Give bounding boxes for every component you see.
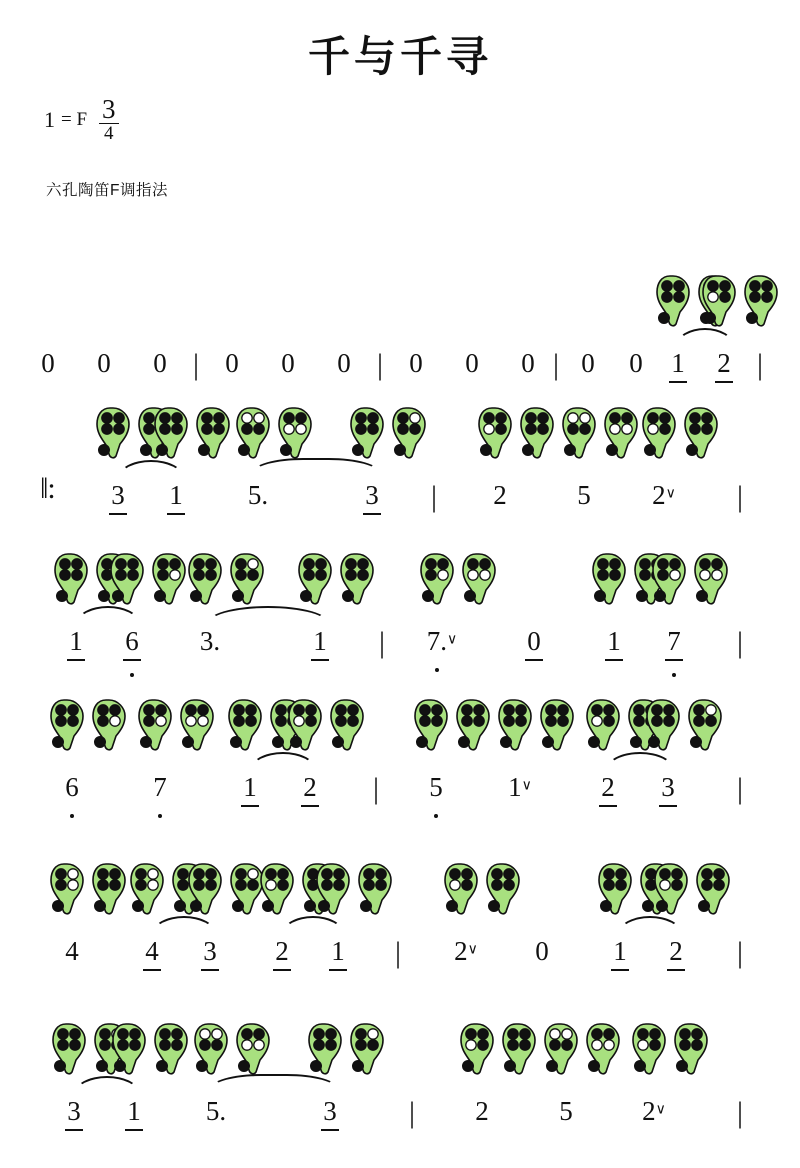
- ocarina-fingering-icon: [444, 860, 492, 922]
- note-cell: [354, 482, 390, 509]
- note-cell: [326, 350, 362, 377]
- note-cell: [214, 350, 250, 377]
- octave-down-dot: [70, 814, 74, 818]
- note-cell: [86, 350, 122, 377]
- ocarina-fingering-icon: [592, 550, 640, 612]
- note-number: 0: [41, 348, 55, 378]
- note-number: 2: [475, 1096, 489, 1126]
- note-cell: [602, 938, 638, 965]
- note-cell: [656, 628, 692, 655]
- note-number: 1: [607, 626, 621, 656]
- note-cell: [58, 628, 94, 655]
- note-cell: [270, 350, 306, 377]
- note-number: 2: [493, 480, 507, 510]
- ocarina-fingering-icon: [194, 1020, 242, 1082]
- note-cell: [320, 938, 356, 965]
- breath-mark: ∨: [665, 486, 676, 502]
- note-number: 1: [508, 772, 522, 802]
- breath-mark: ∨: [655, 1102, 666, 1118]
- note-cell: [636, 1098, 672, 1125]
- ocarina-fingering-icon: [188, 860, 236, 922]
- note-cell: [590, 774, 626, 801]
- ocarina-fingering-icon: [562, 404, 610, 466]
- note-number: 2: [642, 1096, 656, 1126]
- note-number: 1: [127, 1096, 141, 1126]
- page-title: 千与千寻: [307, 33, 492, 80]
- ocarina-fingering-icon: [308, 1020, 356, 1082]
- note-cell: [312, 1098, 348, 1125]
- note-cell: [524, 938, 560, 965]
- ocarina-fingering-icon: [228, 696, 276, 758]
- note-cell: [292, 774, 328, 801]
- note-cell: [30, 350, 66, 377]
- note-number: 7: [153, 774, 167, 801]
- time-signature: [99, 96, 119, 144]
- ocarina-fingering-icon: [420, 550, 468, 612]
- ocarina-fingering-icon: [652, 550, 700, 612]
- ocarina-fingering-icon: [478, 404, 526, 466]
- note-number: 0: [535, 936, 549, 966]
- barline: |: [192, 348, 199, 381]
- ocarina-fingering-icon: [316, 860, 364, 922]
- note-number: 6: [125, 628, 139, 655]
- breath-mark: ∨: [447, 632, 458, 648]
- barline: |: [394, 936, 401, 969]
- note-number: 2: [601, 772, 615, 802]
- ocarina-fingering-icon: [656, 272, 704, 334]
- ocarina-fingering-icon: [642, 404, 690, 466]
- barline: |: [376, 348, 383, 381]
- barline: |: [552, 348, 559, 381]
- barline: |: [736, 480, 743, 513]
- repeat-start-barline: ‖:: [40, 472, 55, 505]
- note-number: 0: [521, 348, 535, 378]
- note-cell: [54, 938, 90, 965]
- note-number: 3.: [199, 626, 221, 656]
- note-cell: [264, 938, 300, 965]
- staff-system: [0, 998, 800, 1168]
- note-number: 1: [169, 480, 183, 510]
- note-number: 3: [111, 480, 125, 510]
- note-cell: [570, 350, 606, 377]
- note-cell: [566, 482, 602, 509]
- ocarina-fingering-icon: [414, 696, 462, 758]
- instrument-note: 六孔陶笛F调指法: [46, 182, 168, 199]
- note-number: 3: [67, 1096, 81, 1126]
- barline: |: [736, 1096, 743, 1129]
- note-number: 5: [577, 480, 591, 510]
- barline: |: [372, 772, 379, 805]
- staff-system: [0, 674, 800, 844]
- note-cell: [158, 482, 194, 509]
- ocarina-fingering-icon: [654, 860, 702, 922]
- key-tonic: 1: [44, 106, 55, 132]
- note-cell: [142, 774, 178, 801]
- ocarina-fingering-icon: [52, 1020, 100, 1082]
- note-cell: [398, 350, 434, 377]
- ocarina-fingering-icon: [112, 1020, 160, 1082]
- note-cell: [548, 1098, 584, 1125]
- barline: |: [736, 772, 743, 805]
- note-number: 4: [65, 936, 79, 966]
- barline: |: [736, 936, 743, 969]
- barline: |: [736, 626, 743, 659]
- key-signature: [44, 96, 119, 144]
- ocarina-fingering-icon: [54, 550, 102, 612]
- ocarina-fingering-icon: [154, 404, 202, 466]
- note-cell: [142, 350, 178, 377]
- note-number: 0: [225, 348, 239, 378]
- note-cell: [706, 350, 742, 377]
- note-number: 5.: [205, 1096, 227, 1126]
- note-number: 2: [717, 348, 731, 378]
- ocarina-fingering-icon: [460, 1020, 508, 1082]
- note-number: 6: [65, 774, 79, 801]
- note-cell: [502, 774, 538, 801]
- barline: |: [408, 1096, 415, 1129]
- note-number: 3: [203, 936, 217, 966]
- note-cell: [646, 482, 682, 509]
- note-cell: [482, 482, 518, 509]
- note-cell: [660, 350, 696, 377]
- note-cell: [418, 774, 454, 801]
- note-cell: [618, 350, 654, 377]
- note-number: 2: [669, 936, 683, 966]
- ocarina-fingering-icon: [110, 550, 158, 612]
- note-number: 1: [613, 936, 627, 966]
- staff-system: [0, 838, 800, 1008]
- note-number: 2: [303, 772, 317, 802]
- note-number: 7.: [427, 628, 447, 655]
- note-number: 1: [69, 626, 83, 656]
- note-cell: [232, 774, 268, 801]
- note-cell: [54, 774, 90, 801]
- note-number: 5.: [247, 480, 269, 510]
- ocarina-fingering-icon: [498, 696, 546, 758]
- ocarina-fingering-icon: [50, 860, 98, 922]
- note-number: 3: [365, 480, 379, 510]
- note-number: 3: [661, 772, 675, 802]
- note-number: 0: [97, 348, 111, 378]
- ocarina-fingering-icon: [298, 550, 346, 612]
- note-cell: [448, 938, 484, 965]
- ocarina-fingering-icon: [646, 696, 694, 758]
- key-equals: = F: [61, 108, 88, 130]
- ocarina-fingering-icon: [138, 696, 186, 758]
- note-cell: [56, 1098, 92, 1125]
- ocarina-fingering-icon: [350, 404, 398, 466]
- note-number: 7: [667, 628, 681, 655]
- note-cell: [198, 1098, 234, 1125]
- note-cell: [116, 1098, 152, 1125]
- note-number: 0: [527, 626, 541, 656]
- note-number: 0: [409, 348, 423, 378]
- note-cell: [424, 628, 460, 655]
- note-cell: [114, 628, 150, 655]
- barline: |: [378, 626, 385, 659]
- note-number: 0: [465, 348, 479, 378]
- note-cell: [658, 938, 694, 965]
- note-cell: [134, 938, 170, 965]
- barline: |: [430, 480, 437, 513]
- barline: |: [756, 348, 763, 381]
- octave-down-dot: [435, 668, 439, 672]
- ocarina-fingering-icon: [260, 860, 308, 922]
- note-number: 1: [243, 772, 257, 802]
- ocarina-fingering-icon: [236, 404, 284, 466]
- note-number: 1: [313, 626, 327, 656]
- note-number: 0: [281, 348, 295, 378]
- ocarina-fingering-icon: [130, 860, 178, 922]
- ocarina-fingering-icon: [288, 696, 336, 758]
- note-number: 2: [454, 936, 468, 966]
- ocarina-fingering-icon: [632, 1020, 680, 1082]
- time-signature-numerator: 3: [99, 96, 119, 124]
- octave-down-dot: [158, 814, 162, 818]
- note-number: 2: [275, 936, 289, 966]
- note-number: 2: [652, 480, 666, 510]
- note-number: 4: [145, 936, 159, 966]
- ocarina-fingering-icon: [598, 860, 646, 922]
- ocarina-fingering-icon: [586, 696, 634, 758]
- note-cell: [454, 350, 490, 377]
- ocarina-fingering-icon: [96, 404, 144, 466]
- ocarina-fingering-icon: [50, 696, 98, 758]
- note-number: 0: [153, 348, 167, 378]
- note-cell: [596, 628, 632, 655]
- note-cell: [100, 482, 136, 509]
- note-number: 1: [671, 348, 685, 378]
- note-cell: [240, 482, 276, 509]
- note-number: 5: [429, 774, 443, 801]
- note-cell: [192, 628, 228, 655]
- staff-system: [0, 528, 800, 698]
- ocarina-fingering-icon: [702, 272, 750, 334]
- time-signature-denominator: 4: [104, 123, 114, 144]
- octave-down-dot: [434, 814, 438, 818]
- breath-mark: ∨: [467, 942, 478, 958]
- note-cell: [464, 1098, 500, 1125]
- note-number: 0: [581, 348, 595, 378]
- ocarina-fingering-icon: [188, 550, 236, 612]
- note-cell: [516, 628, 552, 655]
- note-number: 3: [323, 1096, 337, 1126]
- note-number: 5: [559, 1096, 573, 1126]
- note-number: 1: [331, 936, 345, 966]
- note-number: 0: [629, 348, 643, 378]
- breath-mark: ∨: [521, 778, 532, 794]
- ocarina-fingering-icon: [544, 1020, 592, 1082]
- note-number: 0: [337, 348, 351, 378]
- note-cell: [192, 938, 228, 965]
- note-cell: [302, 628, 338, 655]
- note-cell: [650, 774, 686, 801]
- staff-system: [0, 382, 800, 552]
